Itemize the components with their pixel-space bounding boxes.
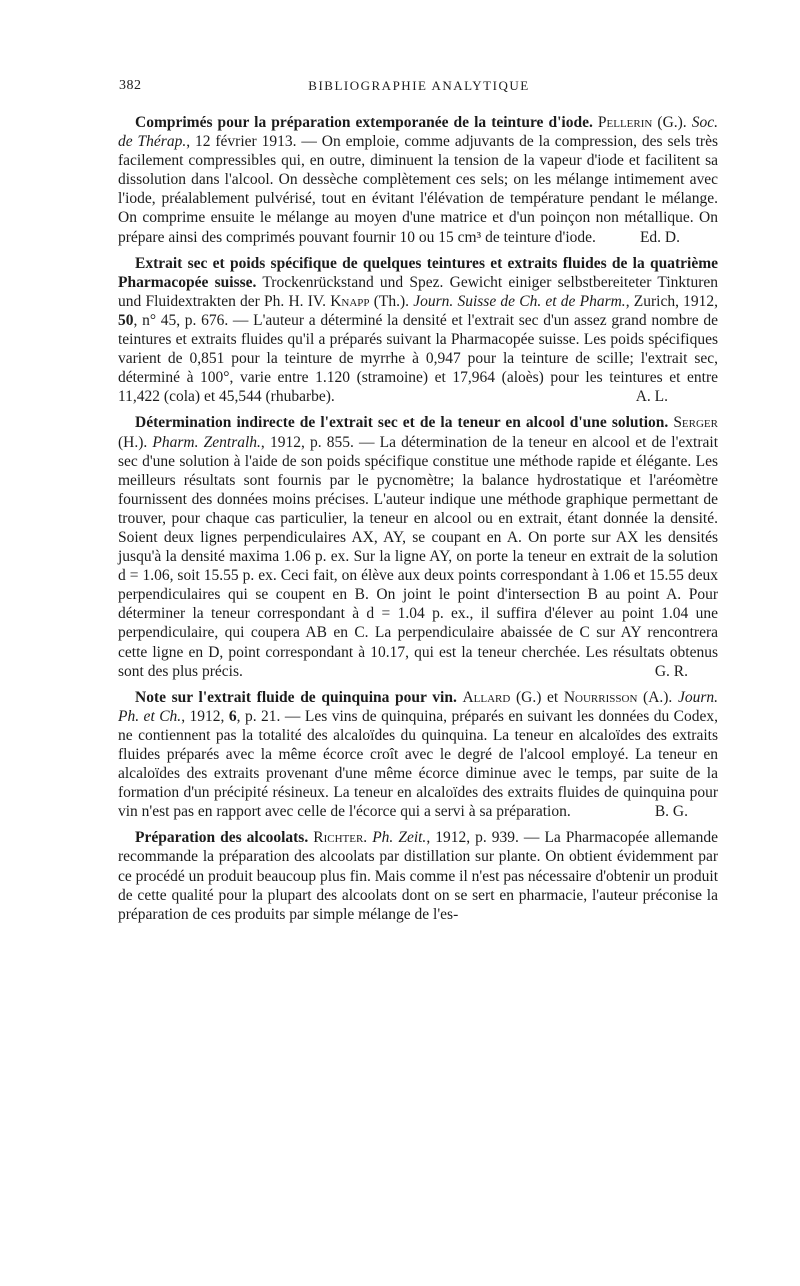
reference: , n° 45, p. 676. —: [133, 311, 254, 329]
reference: , p. 21. —: [236, 707, 305, 725]
abstract-text: On emploie, comme adjuvants de la compression, des sels très facilement compressibles qui, en outre, diminuent la tension de la vapeur d'iode et facilitent sa dissolution dans l'alcool. On dessèche complètement ces sels; on les mélange intimement avec l'iode, préalablement pulvérisé, tout en évitant l'élévation de température pendant le mélange. On comprime ensuite le mélange au moyen d'une matrice et d'un poinçon non métallique. On prépare ainsi des comprimés pouvant fournir 10 ou 15 cm³ de teinture d'iode.: [118, 133, 718, 246]
author-name: Serger: [673, 414, 718, 432]
entry-title: Détermination indirecte de l'extrait sec et de la teneur en alcool d'une solution.: [135, 414, 669, 432]
entry-title: Note sur l'extrait fluide de quinquina pour vin.: [135, 688, 457, 706]
journal-name: Journ. Suisse de Ch. et de Pharm.: [413, 292, 626, 310]
abstract-entry: [118, 688, 718, 822]
entry-subtitle: Trockenrückstand und Spez. Gewicht einiger selbstbereiteter Tinkturen und Fluidextrakten der Ph. H. IV.: [118, 273, 718, 310]
author-initial: (Th.).: [369, 292, 414, 310]
abstract-text: Les vins de quinquina, préparés en suivant les données du Codex, ne contiennent pas la totalité des alcaloïdes du quinquina. La teneur en alcaloïdes des extraits fluides préparés avec la même écorce croît avec le degré de l'alcool employé. La teneur en alcaloïdes des extraits provenant d'une même écorce diminue avec le temps, par suite de la formation d'un précipité résineux. La teneur en alcaloïdes des extraits fluides de quinquina pour vin n'est pas en rapport avec celle de l'écorce qui a servi à sa préparation.: [118, 707, 719, 821]
journal-name: Soc. de Thérap.: [118, 114, 718, 151]
author-name: Pellerin: [597, 114, 653, 131]
abstract-entry: [118, 828, 718, 923]
reference: , 1912,: [181, 707, 229, 725]
reference: , 1912, p. 939. —: [426, 829, 545, 847]
reference: , 12 février 1913. —: [186, 133, 322, 151]
author-initial: (H.).: [118, 433, 153, 451]
abstract-entry: [118, 113, 718, 247]
entry-title: Extrait sec et poids spécifique de quelques teintures et extraits fluides de la quatrième Pharmacopée suisse.: [118, 254, 718, 291]
page-number: 382: [119, 78, 142, 93]
journal-name: Pharm. Zentralh.: [152, 433, 261, 451]
author-name: Allard: [462, 688, 511, 706]
volume-number: 50: [118, 311, 134, 329]
journal-name: Ph. Zeit.: [372, 829, 427, 847]
journal-name: Journ. Ph. et Ch.: [118, 688, 718, 725]
page-header: [119, 78, 719, 96]
abstract-text: La Pharmacopée allemande recommande la préparation des alcoolats par distillation sur plante. On obtient évidemment par ce procédé un produit beaucoup plus fin. Mais comme il n'est pas nécessaire d'obtenir un produit de cette qualité pour la plupart des alcoolats dont on se sert en pharmacie, l'auteur préconise la préparation de ces produits par simple mélange de l'es-: [118, 829, 719, 923]
running-head: BIBLIOGRAPHIE ANALYTIQUE: [308, 78, 530, 93]
author-name: Knapp: [330, 292, 370, 310]
reviewer-signature: Ed. D.: [639, 228, 680, 246]
author-name: Richter: [313, 829, 364, 847]
reference: , 1912, p. 855. —: [260, 433, 380, 451]
abstract-entry: [118, 254, 718, 407]
reviewer-signature: A. L.: [635, 388, 668, 406]
volume-number: 6: [228, 707, 237, 725]
article-body: [118, 113, 718, 931]
author-initial: (A.).: [637, 688, 678, 706]
reviewer-signature: B. G.: [654, 803, 688, 821]
abstract-entry: [118, 413, 718, 680]
author-initial: .: [363, 829, 373, 847]
author-initial: (G.).: [652, 114, 692, 131]
reference: , Zurich, 1912,: [625, 292, 719, 310]
reviewer-signature: G. R.: [654, 662, 688, 680]
author-name: Nourrisson: [563, 688, 638, 706]
entry-title: Préparation des alcoolats.: [135, 829, 309, 847]
author-initial: (G.) et: [510, 688, 564, 706]
abstract-text: La détermination de la teneur en alcool et de l'extrait sec d'une solution à l'aide de son poids spécifique constitue une méthode rapide et élégante. Les meilleurs résultats sont fournis par le pycnomètre; la balance hydrostatique et l'aréomètre fournissent des données moins précises. L'auteur indique une méthode graphique permettant de trouver, pour chaque cas particulier, la teneur en alcool ou en extrait, étant donnée la densité. Soient deux lignes perpendiculaires AX, AY, se coupant en A. On porte sur AX les densités jusqu'à la densité maxima 1.06 p. ex. Sur la ligne AY, on porte la teneur en extrait de la solution d = 1.06, soit 15.55 p. ex. Ceci fait, on élève aux deux points correspondant à 1.06 et 15.55 deux perpendiculaires qui se coupent en B. On joint le point d'intersection B au point A. Pour déterminer la teneur correspondant à d = 1.04 p. ex., il suffira d'élever au point 1.04 une perpendiculaire, qui coupera AB en C. La perpendiculaire abaissée de C sur AY rencontrera cette ligne en D, point correspondant à 10.17, qui est la teneur cherchée. Les résultats obtenus sont des plus précis.: [118, 433, 718, 680]
abstract-text: L'auteur a déterminé la densité et l'extrait sec d'un assez grand nombre de teintures et extraits fluides qu'il a préparés suivant la Pharmacopée suisse. Les poids spécifiques varient de 0,851 pour la teinture de myrrhe à 0,947 pour la teinture de scille; l'extrait sec, déterminé à 100°, varie entre 1.120 (stramoine) et 17,964 (aloès) pour les teintures et entre 11,422 (cola) et 45,544 (rhubarbe).: [118, 311, 719, 406]
entry-title: Comprimés pour la préparation extemporanée de la teinture d'iode.: [135, 114, 593, 131]
